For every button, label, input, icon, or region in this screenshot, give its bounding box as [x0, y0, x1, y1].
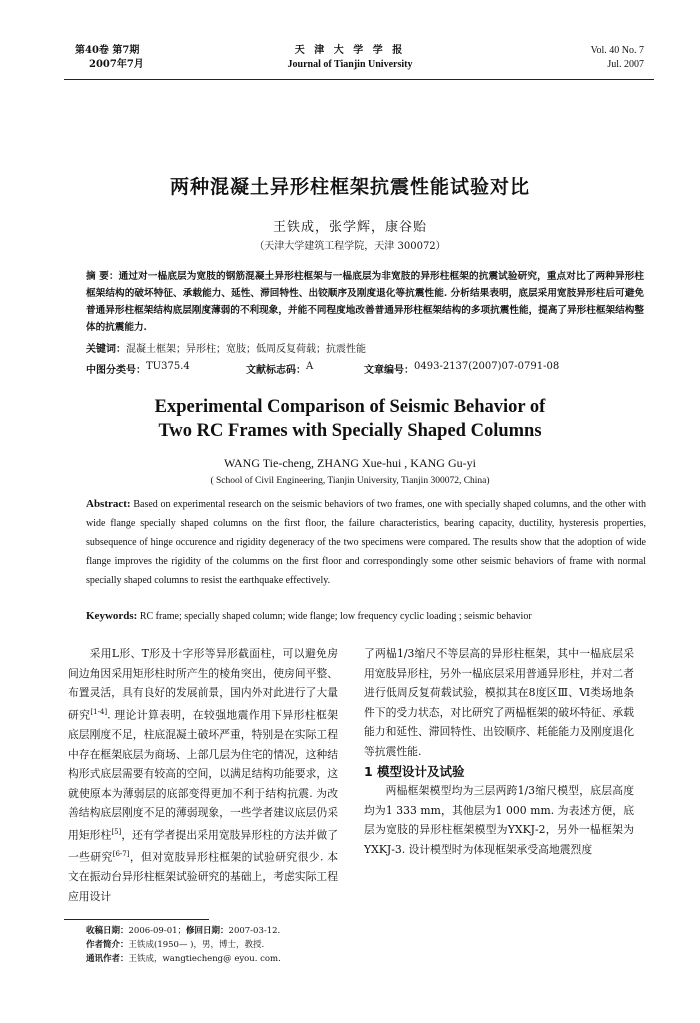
footnote-rule — [64, 919, 209, 920]
en-authors: WANG Tie-cheng, ZHANG Xue-hui , KANG Gu-yi — [224, 456, 476, 470]
footnote-bio: 作者简介：王铁成(1950— )，男，博士，教授. — [86, 940, 265, 950]
footnote — [86, 924, 386, 966]
article-number: 文章编号： 0493-2137(2007)07-0791-08 — [364, 361, 560, 376]
model-design-paragraph: 两榀框架模型均为三层两跨1/3缩尺模型，底层高度均为1 333 mm，其他层为1 000 mm. 为表述方便，底层为宽肢的异形柱框架模型为YXKJ-2，另外一榀框架为YXKJ-3. 设计模型时为体现框架承受高地震烈度 — [364, 784, 634, 856]
cn-abstract — [86, 268, 644, 336]
en-affiliation: ( School of Civil Engineering, Tianjin University, Tianjin 300072, China) — [210, 476, 490, 486]
cn-abstract-label: 摘 要： — [86, 271, 119, 282]
en-abstract-text: Based on experimental research on the seismic behaviors of two frames, one with specially shaped columns, and the other with wide flange specially shaped columns on the first floor, the failure characteristics, bearing capacity, ductility, hysteresis properties, subsequence of hinge occurence and rigidity degeneracy of the two specimens were compared. The results show that the adoption of wide flange improves the rigidity of the columms on the first floor and correspondingly some other seismic behaviors of frame with normal specially shaped columns to resist the earthquake effectively. — [86, 499, 646, 586]
en-abstract — [86, 495, 646, 590]
footnote-correspondence: 通讯作者：王铁成，wangtiecheng@ eyou. com. — [86, 954, 281, 964]
doc-code: 文献标志码： A — [246, 361, 314, 376]
cn-authors: 王铁成，张学辉，康谷贻 — [272, 220, 427, 235]
en-keywords-text: RC frame; specially shaped column; wide flange; low frequency cyclic loading ; seismic behavior — [137, 611, 532, 622]
section-heading: 1 模型设计及试验 — [364, 763, 465, 779]
clc-number: 中图分类号： TU375.4 — [86, 361, 190, 376]
footnote-dates: 收稿日期：2006-09-01；修回日期：2007-03-12. — [86, 926, 281, 936]
en-title: Experimental Comparison of Seismic Behavior of Two RC Frames with Specially Shaped Columns — [154, 397, 546, 441]
intro-continuation: 了两榀1/3缩尺不等层高的异形柱框架，其中一榀底层采用宽肢异形柱，另外一榀底层采用普通异形柱，并对二者进行低周反复荷载试验，模拟其在8度区Ⅲ、Ⅵ类场地条件下的受力状态，对比研究了两榀框架的破坏特征、承载能力和延性、滞回特性、出铰顺序、耗能能力及刚度退化等抗震性能. — [364, 647, 634, 758]
cn-keywords — [86, 342, 366, 358]
body-right-column — [364, 644, 634, 860]
en-abstract-label: Abstract: — [86, 498, 131, 510]
header-journal-name: 天 津 大 学 学 报 Journal of Tianjin University — [287, 45, 413, 70]
header-volume-en: Vol. 40 No. 7 Jul. 2007 — [590, 45, 644, 70]
cn-keywords-text: 混凝土框架；异形柱；宽肢；低周反复荷载；抗震性能 — [126, 344, 366, 355]
body-left-column — [68, 644, 338, 907]
cn-title: 两种混凝土异形柱框架抗震性能试验对比 — [169, 176, 530, 198]
intro-paragraph: 采用L形、T形及十字形等异形截面柱，可以避免房间边角因采用矩形柱时所产生的棱角突出，使房间平整、布置灵活，具有良好的发展前景，国内外对此进行了大量研究[1-4]. 理论计算表明，在较强地震作用下异形柱框架底层刚度不足，柱底混凝土破坏严重，特别是在实际工程中存在框架底层为商场、上部几层为住宅的情况，这种结构形式底层需要有较高的空间，以满足结构功能要求，这就使原本为薄弱层的底部变得更加不利于结构抗震. 为改善结构底层刚度不足的薄弱现象，一些学者建议底层仍采用矩形柱[5]，还有学者提出采用宽肢异形柱的方法并做了一些研究[6-7]，但对宽肢异形柱框架的试验研究很少. 本文在振动台异形柱框架试验研究的基础上，考虑实际工程应用设计 — [68, 647, 339, 903]
header-rule — [64, 79, 654, 80]
cn-abstract-text: 通过对一榀底层为宽肢的钢筋混凝土异形柱框架与一榀底层为非宽肢的异形柱框架的抗震试验研究，重点对比了两种异形柱框架结构的破坏特征、承载能力、延性、滞回特性、出铰顺序及刚度退化等抗震性能. 分析结果表明，底层采用宽肢异形柱后可避免普通异形柱框架结构底层刚度薄弱的不利现象，并能不同程度地改善普通异形柱框架结构的多项抗震性能，提高了异形柱框架结构整体的抗震能力. — [86, 271, 644, 333]
header-volume-issue: 第40卷 第7期 2007年7月 — [75, 45, 144, 70]
en-keywords — [86, 610, 646, 622]
en-keywords-label: Keywords: — [86, 610, 138, 622]
cn-keywords-label: 关键词： — [86, 344, 126, 355]
cn-affiliation: （天津大学建筑工程学院，天津 300072） — [254, 241, 446, 252]
